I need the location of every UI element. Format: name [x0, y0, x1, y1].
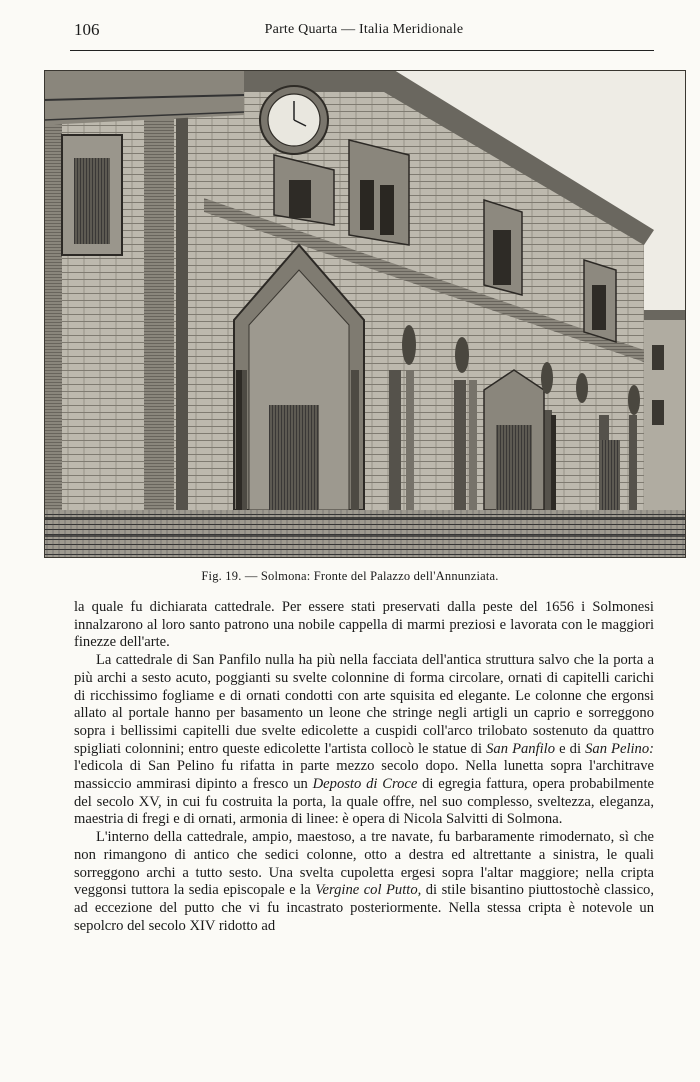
italic-title: San Pelino:	[585, 740, 655, 757]
engraving-figure	[44, 70, 686, 558]
figure-caption: Fig. 19. — Solmona: Fronte del Palazzo dell'Annunziata.	[201, 569, 499, 583]
page-header	[74, 20, 654, 42]
header-rule	[70, 50, 654, 51]
text-run: l'edicola di San Pelino fu rifatta in parte mezzo secolo dopo. Nella lunetta sopra l'architrave massiccio ammirasi dipinto a fresco un	[74, 758, 654, 793]
body-text	[74, 599, 654, 935]
text-run: di egregia fattura, opera probabilmente del secolo XV, in cui fu costruita la porta, la quale offre, nel suo complesso, sveltezza, eleganza, maestria di fregi e di ornati, armonia di linee: è opera di Nicola Salvitti di Solmona.	[74, 776, 654, 828]
running-title: Parte Quarta — Italia Meridionale	[264, 22, 464, 37]
text-run: e di	[555, 740, 586, 757]
page-number: 106	[74, 20, 100, 39]
palazzo-annunziata-engraving	[44, 70, 686, 558]
paragraph	[74, 599, 654, 652]
paragraph	[74, 829, 654, 935]
text-run: di stile bisantino piuttostochè classico, ad eccezione del putto che vi fu incastrato posteriormente. Nella stessa cripta è notevole un sepolcro del secolo XIV ridotto ad	[74, 882, 654, 934]
text-run: La cattedrale di San Panfilo nulla ha più nella facciata dell'antica struttura salvo che la porta a più archi a sesto acuto, poggianti su svelte colonnine di forma circolare, ornati di capitelli carichi di ricchissimo fogliame e di ornati condotti con arte squisita ed elegante. Le colonne che ergonsi allato al portale hanno per basamento un leone che stringe negli artigli un caprio e sorreggono sopra i bellissimi capitelli due svelte edicolette a cuspidi coll'arco trilobato sostenuto da quattro spigliati colonnini; entro queste edicolette l'artista collocò le statue di	[74, 652, 654, 757]
text-run: L'interno della cattedrale, ampio, maestoso, a tre navate, fu barbaramente rimodernato, sì che non rimangono di antico che sedici colonne, otto a destra ed altrettante a sinistra, le quali sorreggono archi a tutto sesto. Una svelta cupoletta ergesi sopra l'altar maggiore; nella cripta veggonsi tuttora la sedia episcopale e la	[74, 829, 654, 899]
italic-title: San Panfilo	[486, 740, 556, 757]
italic-title: Deposto di Croce	[312, 776, 418, 793]
paragraph	[74, 652, 654, 829]
text-run: la quale fu dichiarata cattedrale. Per essere stati preservati dalla peste del 1656 i Solmonesi innalzarono al loro santo patrono una nobile cappella di marmi preziosi e lavorata con le maggiori finezze dell'arte.	[74, 599, 654, 651]
italic-title: Vergine col Putto,	[315, 882, 422, 899]
